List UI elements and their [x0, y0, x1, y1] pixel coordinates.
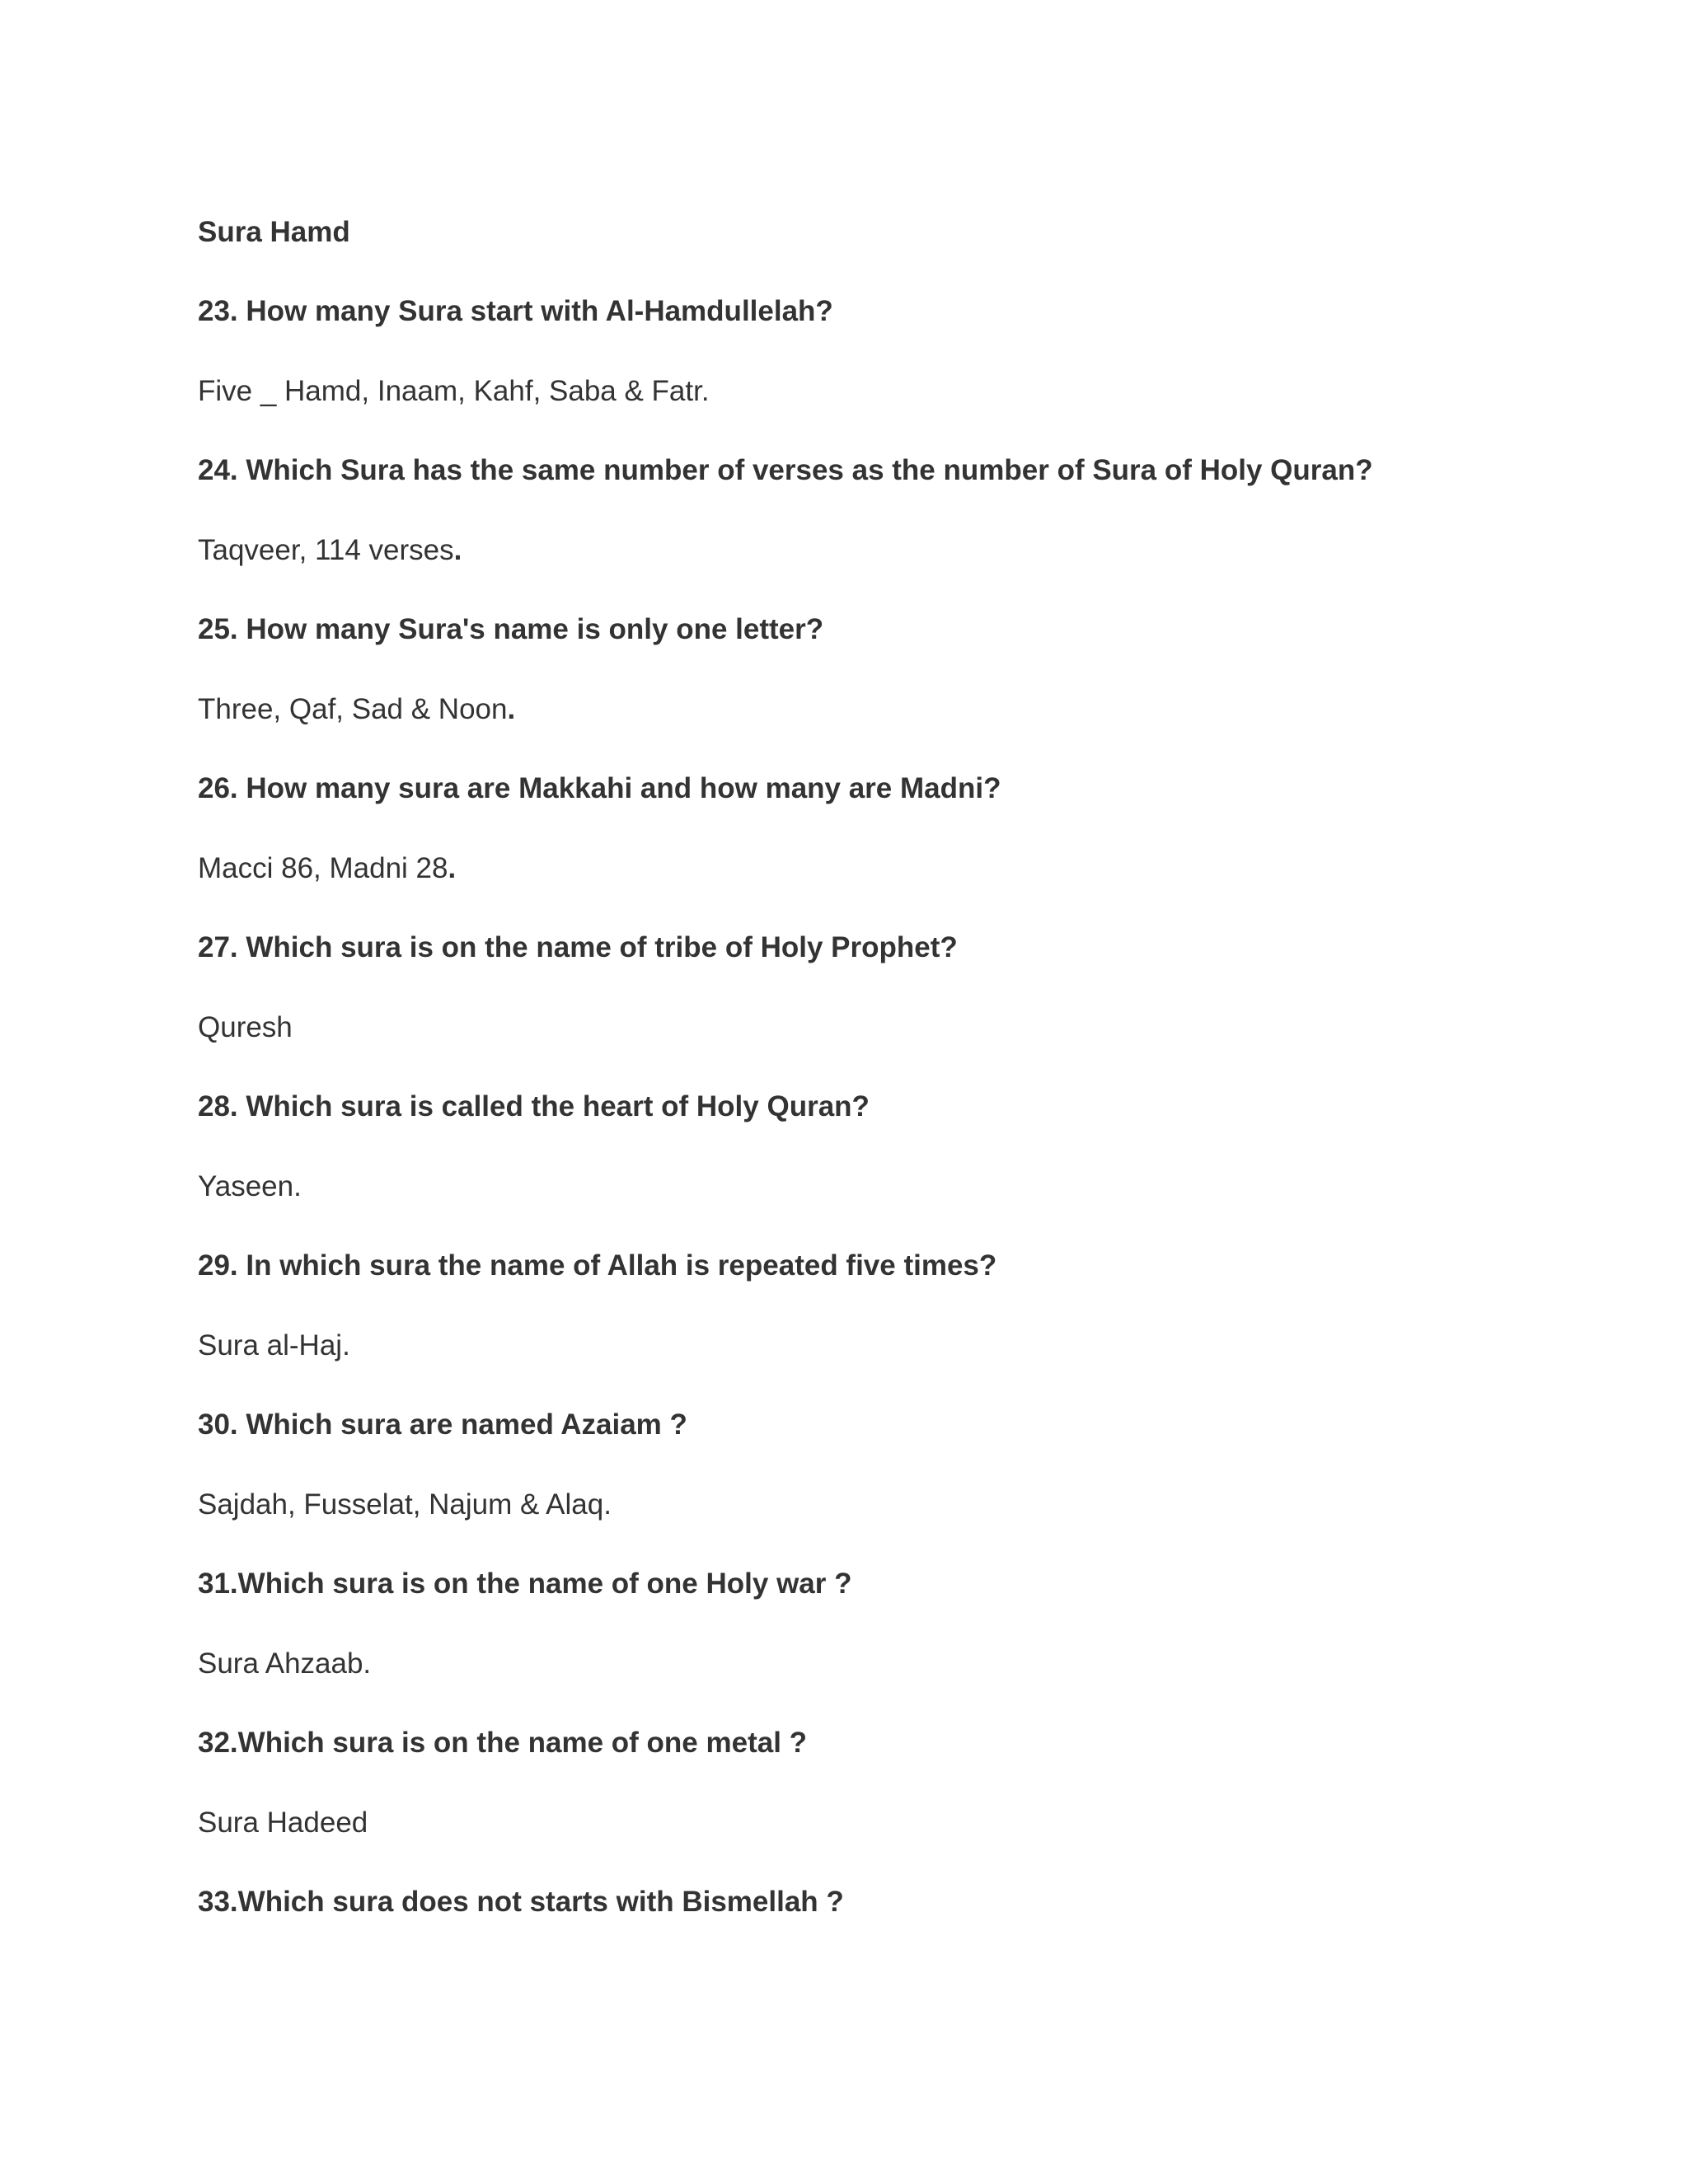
question-27: 27. Which sura is on the name of tribe of Holy Prophet? — [198, 931, 958, 963]
answer-text: Sajdah, Fusselat, Najum & Alaq. — [198, 1488, 612, 1521]
question-30: 30. Which sura are named Azaiam ? — [198, 1408, 687, 1441]
answer-trail: . — [453, 534, 462, 566]
answer-text: Taqveer, 114 verses — [198, 534, 454, 566]
section-heading: Sura Hamd — [198, 216, 350, 248]
answer-text: Sura Hadeed — [198, 1807, 368, 1839]
answer-28 — [198, 1170, 302, 1203]
question-28: 28. Which sura is called the heart of Holy Quran? — [198, 1090, 870, 1122]
question-33: 33.Which sura does not starts with Bismellah ? — [198, 1886, 844, 1918]
question-31: 31.Which sura is on the name of one Holy war ? — [198, 1568, 852, 1600]
answer-text: Five _ Hamd, Inaam, Kahf, Saba & Fatr. — [198, 375, 710, 407]
question-29: 29. In which sura the name of Allah is repeated five times? — [198, 1249, 997, 1282]
answer-text: Yaseen. — [198, 1170, 302, 1202]
answer-text: Quresh — [198, 1011, 293, 1043]
answer-27 — [198, 1011, 293, 1044]
answer-text: Three, Qaf, Sad & Noon — [198, 693, 508, 725]
answer-26 — [198, 852, 456, 885]
answer-text: Sura Ahzaab. — [198, 1647, 372, 1680]
answer-text: Macci 86, Madni 28 — [198, 852, 448, 884]
answer-32 — [198, 1807, 368, 1840]
answer-trail: . — [448, 852, 457, 884]
question-23: 23. How many Sura start with Al-Hamdullelah? — [198, 295, 833, 327]
question-26: 26. How many sura are Makkahi and how many are Madni? — [198, 772, 1001, 804]
question-24: 24. Which Sura has the same number of verses as the number of Sura of Holy Quran? — [198, 454, 1373, 486]
answer-text: Sura al-Haj. — [198, 1329, 350, 1361]
answer-23 — [198, 375, 710, 408]
answer-trail: . — [507, 693, 516, 725]
question-25: 25. How many Sura's name is only one letter? — [198, 613, 824, 645]
answer-25 — [198, 693, 515, 726]
answer-29 — [198, 1329, 350, 1362]
answer-30 — [198, 1488, 612, 1521]
question-32: 32.Which sura is on the name of one metal ? — [198, 1727, 808, 1759]
answer-31 — [198, 1647, 371, 1680]
answer-24 — [198, 534, 462, 567]
